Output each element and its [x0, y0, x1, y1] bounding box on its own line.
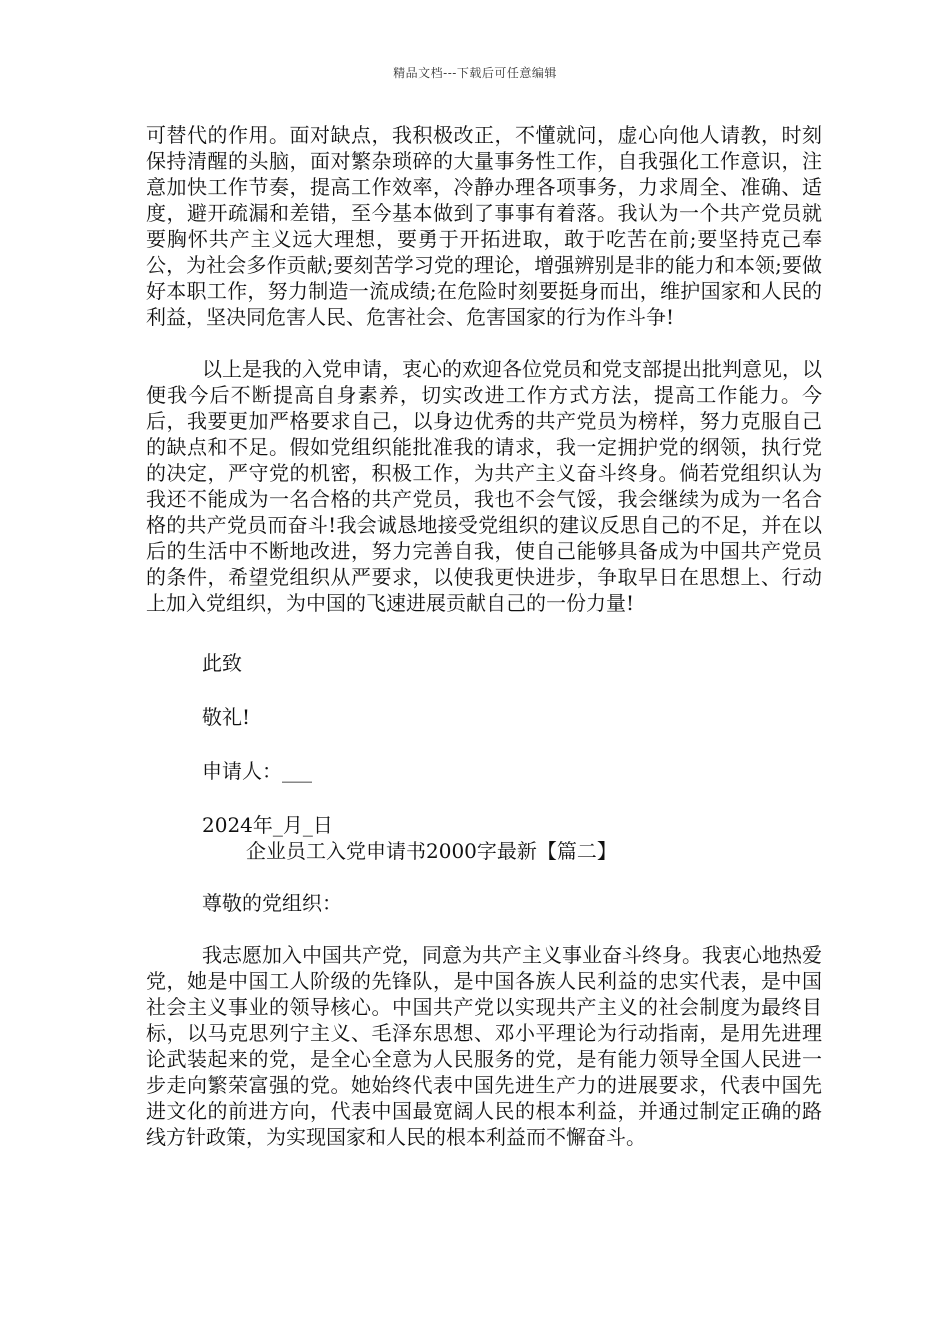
paragraph-application-summary: 以上是我的入党申请，衷心的欢迎各位党员和党支部提出批判意见，以便我今后不断提高自身素养，切实改进工作方式方法，提高工作能力。今后，我要更加严格要求自己，以身边优秀的共产党员为榜样，努力克服自己的缺点和不足。假如党组织能批准我的请求，我一定拥护党的纲领，执行党的决定，严守党的机密，积极工作，为共产主义奋斗终身。倘若党组织认为我还不能成为一名合格的共产党员，我也不会气馁，我会继续为成为一名合格的共产党员而奋斗!我会诚恳地接受党组织的建议反思自己的不足，并在以后的生活中不断地改进，努力完善自我，使自己能够具备成为中国共产党员的条件，希望党组织从严要求，以使我更快进步，争取早日在思想上、行动上加入党组织，为中国的飞速进展贡献自己的一份力量! [146, 357, 822, 615]
salutation: 尊敬的党组织： [202, 891, 342, 915]
applicant-signature-line: 申请人：___ [202, 759, 312, 783]
closing-jingli: 敬礼! [202, 705, 251, 729]
date-line: 2024年_月_日 [202, 813, 333, 837]
closing-block [146, 650, 822, 784]
document-body [146, 122, 822, 1150]
section-title: 企业员工入党申请书2000字最新【篇二】 [246, 839, 617, 863]
paragraph-pledge: 我志愿加入中国共产党，同意为共产主义事业奋斗终身。我衷心地热爱党，她是中国工人阶级的先锋队，是中国各族人民利益的忠实代表，是中国社会主义事业的领导核心。中国共产党以实现共产主义的社会制度为最终目标，以马克思列宁主义、毛泽东思想、邓小平理论为行动指南，是用先进理论武装起来的党，是全心全意为人民服务的党，是有能力领导全国人民进一步走向繁荣富强的党。她始终代表中国先进生产力的进展要求，代表中国先进文化的前进方向，代表中国最宽阔人民的根本利益，并通过制定正确的路线方针政策，为实现国家和人民的根本利益而不懈奋斗。 [146, 943, 822, 1149]
closing-cizhi: 此致 [202, 651, 242, 675]
paragraph-continuation: 可替代的作用。面对缺点，我积极改正，不懂就问，虚心向他人请教，时刻保持清醒的头脑，面对繁杂琐碎的大量事务性工作，自我强化工作意识，注意加快工作节奏，提高工作效率，冷静办理各项事务，力求周全、准确、适度，避开疏漏和差错，至今基本做到了事事有着落。我认为一个共产党员就要胸怀共产主义远大理想，要勇于开拓进取，敢于吃苦在前;要坚持克己奉公，为社会多作贡献;要刻苦学习党的理论，增强辨别是非的能力和本领;要做好本职工作，努力制造一流成绩;在危险时刻要挺身而出，维护国家和人民的利益，坚决同危害人民、危害社会、危害国家的行为作斗争! [146, 123, 822, 329]
page-header: 精品文档---下载后可任意编辑 [393, 66, 557, 80]
